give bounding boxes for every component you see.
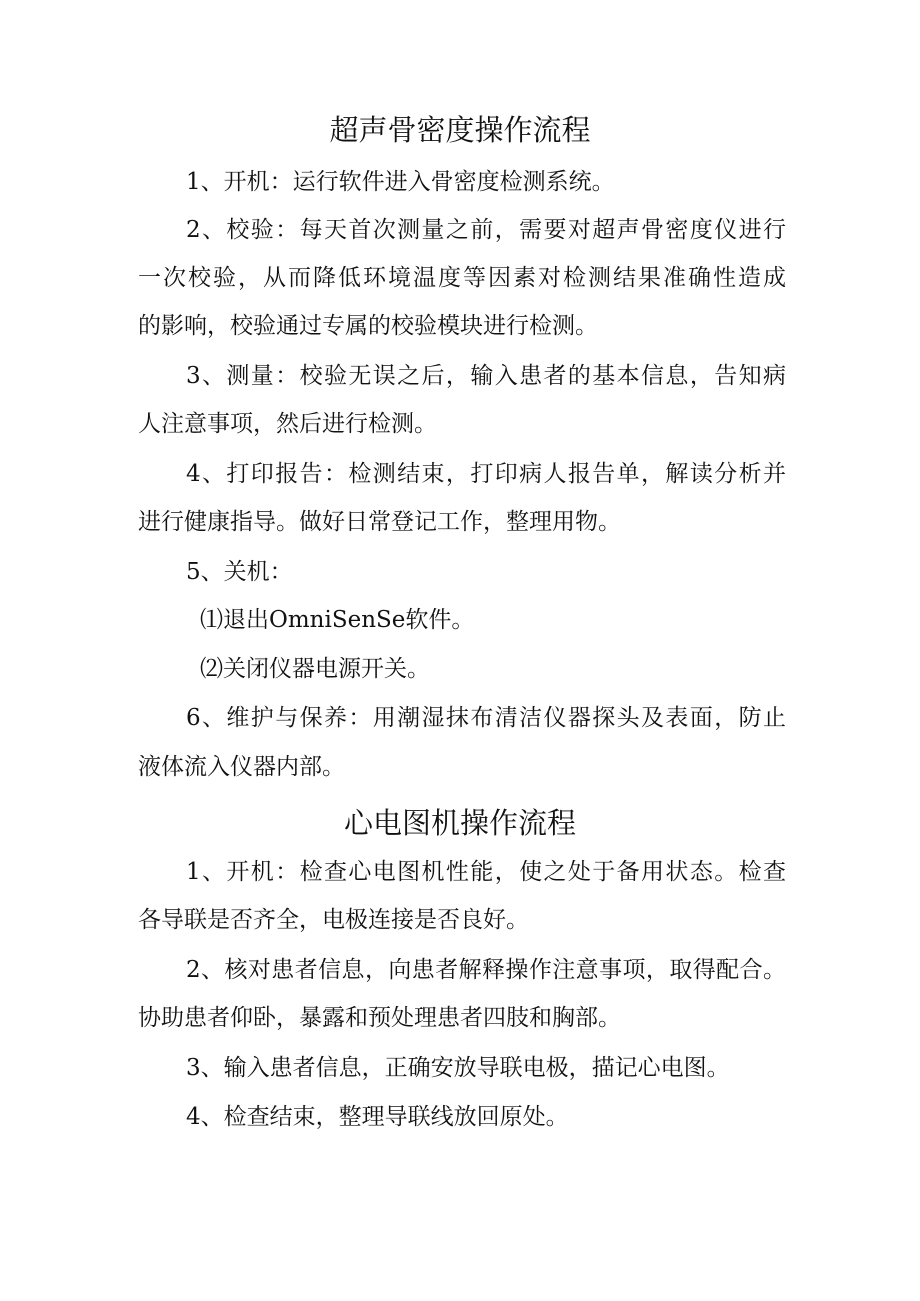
section1-line-2: 2、校验：每天首次测量之前，需要对超声骨密度仪进行 [186,217,786,243]
section1-line-11: ⑵关闭仪器电源开关。 [200,656,430,682]
section1-line-5: 3、测量：校验无误之后，输入患者的基本信息，告知病 [186,363,786,389]
section1-line-3: 一次校验，从而降低环境温度等因素对检测结果准确性造成 [138,265,786,291]
section1-line-1: 1、开机：运行软件进入骨密度检测系统。 [186,169,615,195]
section1-line-12: 6、维护与保养：用潮湿抹布清洁仪器探头及表面，防止 [186,705,786,731]
section1-line-13: 液体流入仪器内部。 [138,754,345,780]
section2-line-6: 4、检查结束，整理导联线放回原处。 [186,1104,569,1130]
section1-line-8: 进行健康指导。做好日常登记工作，整理用物。 [138,509,621,535]
section1-line-4: 的影响，校验通过专属的校验模块进行检测。 [138,313,598,339]
section2-line-4: 协助患者仰卧，暴露和预处理患者四肢和胸部。 [138,1005,621,1031]
section1-line-9: 5、关机： [186,559,293,585]
section1-line-7: 4、打印报告：检测结束，打印病人报告单，解读分析并 [186,461,786,487]
section2-title: 心电图机操作流程 [343,806,576,840]
section1-line-6: 人注意事项，然后进行检测。 [138,411,437,437]
section2-line-5: 3、输入患者信息，正确安放导联电极，描记心电图。 [186,1055,730,1081]
section1-line-10: ⑴退出OmniSenSe软件。 [200,607,475,633]
section2-line-3: 2、核对患者信息，向患者解释操作注意事项，取得配合。 [186,957,786,983]
section2-line-1: 1、开机：检查心电图机性能，使之处于备用状态。检查 [186,859,786,885]
section2-line-2: 各导联是否齐全，电极连接是否良好。 [138,907,529,933]
section1-title: 超声骨密度操作流程 [329,113,591,147]
